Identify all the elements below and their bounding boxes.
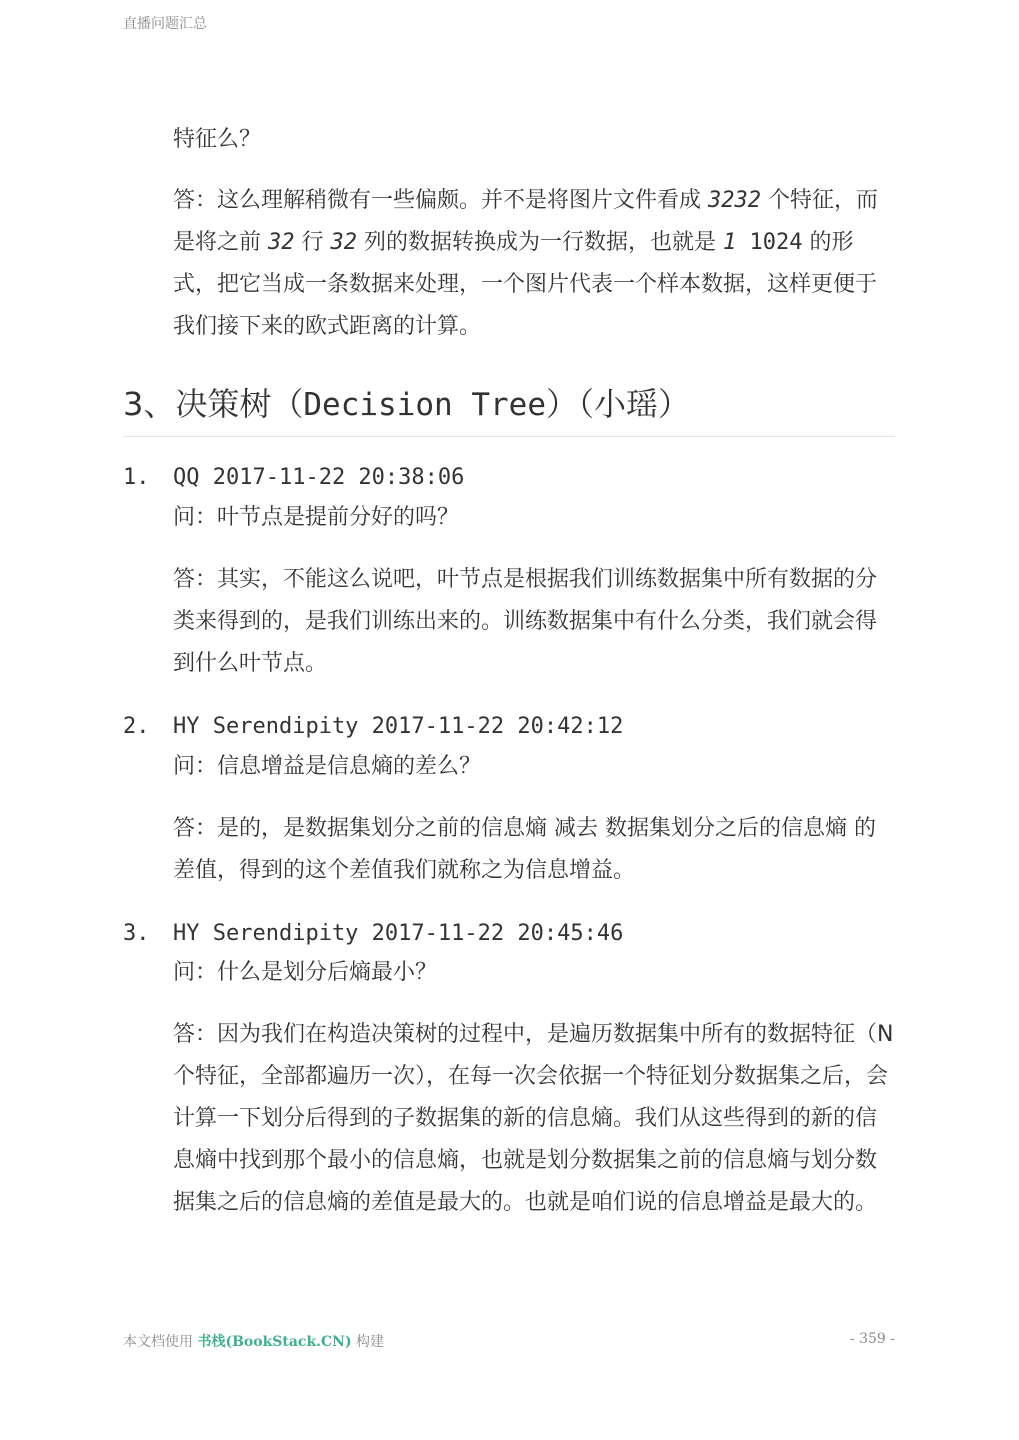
answer-number: 1024	[736, 230, 803, 255]
answer-text: 个特征，而是将之前	[173, 188, 878, 255]
list-item-meta: QQ 2017-11-22 20:38:06	[173, 465, 465, 490]
footer-brand-link[interactable]: 书栈(BookStack.CN)	[197, 1334, 352, 1350]
list-item-header	[123, 914, 895, 954]
list-item-header	[123, 707, 895, 747]
footer-text: 本文档使用	[123, 1334, 198, 1350]
answer-text: 答：这么理解稍微有一些偏颇。并不是将图片文件看成	[173, 188, 708, 213]
list-number: 3.	[123, 921, 150, 946]
answer-number: 32	[330, 230, 357, 255]
answer: 答：是的，是数据集划分之前的信息熵 减去 数据集划分之后的信息熵 的差值，得到的这个差值我们就称之为信息增益。	[173, 816, 876, 883]
list-number: 2.	[123, 714, 150, 739]
continued-question: 特征么？	[173, 127, 262, 152]
running-header: 直播问题汇总	[123, 16, 207, 32]
section-heading	[123, 380, 895, 437]
answer-text: 行	[294, 230, 331, 255]
footer-credit	[123, 1331, 384, 1351]
intro-answer	[173, 180, 895, 348]
question: 问：信息增益是信息熵的差么？	[173, 754, 482, 779]
answer-number: 1	[723, 230, 737, 255]
list-item-header	[123, 458, 895, 498]
list-number: 1.	[123, 465, 150, 490]
question: 问：什么是划分后熵最小？	[173, 960, 438, 985]
heading-prefix: 3、决策树（	[123, 385, 304, 423]
question: 问：叶节点是提前分好的吗？	[173, 505, 460, 530]
answer: 答：因为我们在构造决策树的过程中，是遍历数据集中所有的数据特征（N个特征，全部都遍历一次），在每一次会依据一个特征划分数据集之后，会计算一下划分后得到的子数据集的新的信息熵。我们从这些得到的新的信息熵中找到那个最小的信息熵，也就是划分数据集之前的信息熵与划分数据集之后的信息熵的差值是最大的。也就是咱们说的信息增益是最大的。	[173, 1022, 894, 1215]
list-item-meta: HY Serendipity 2017-11-22 20:45:46	[173, 921, 624, 946]
footer-text: 构建	[351, 1334, 385, 1350]
heading-mono: Decision Tree	[303, 387, 547, 423]
answer-number: 3232	[708, 188, 761, 213]
page-number: - 359 -	[849, 1331, 895, 1347]
answer: 答：其实，不能这么说吧，叶节点是根据我们训练数据集中所有数据的分类来得到的，是我们训练出来的。训练数据集中有什么分类，我们就会得到什么叶节点。	[173, 567, 878, 676]
answer-text: 列的数据转换成为一行数据，也就是	[357, 230, 723, 255]
answer-text: 的形式，把它当成一条数据来处理，一个图片代表一个样本数据，这样更便于我们接下来的欧式距离的计算。	[173, 230, 878, 339]
answer-number: 32	[268, 230, 295, 255]
heading-suffix: ）（小瑶）	[546, 385, 691, 423]
list-item-meta: HY Serendipity 2017-11-22 20:42:12	[173, 714, 624, 739]
